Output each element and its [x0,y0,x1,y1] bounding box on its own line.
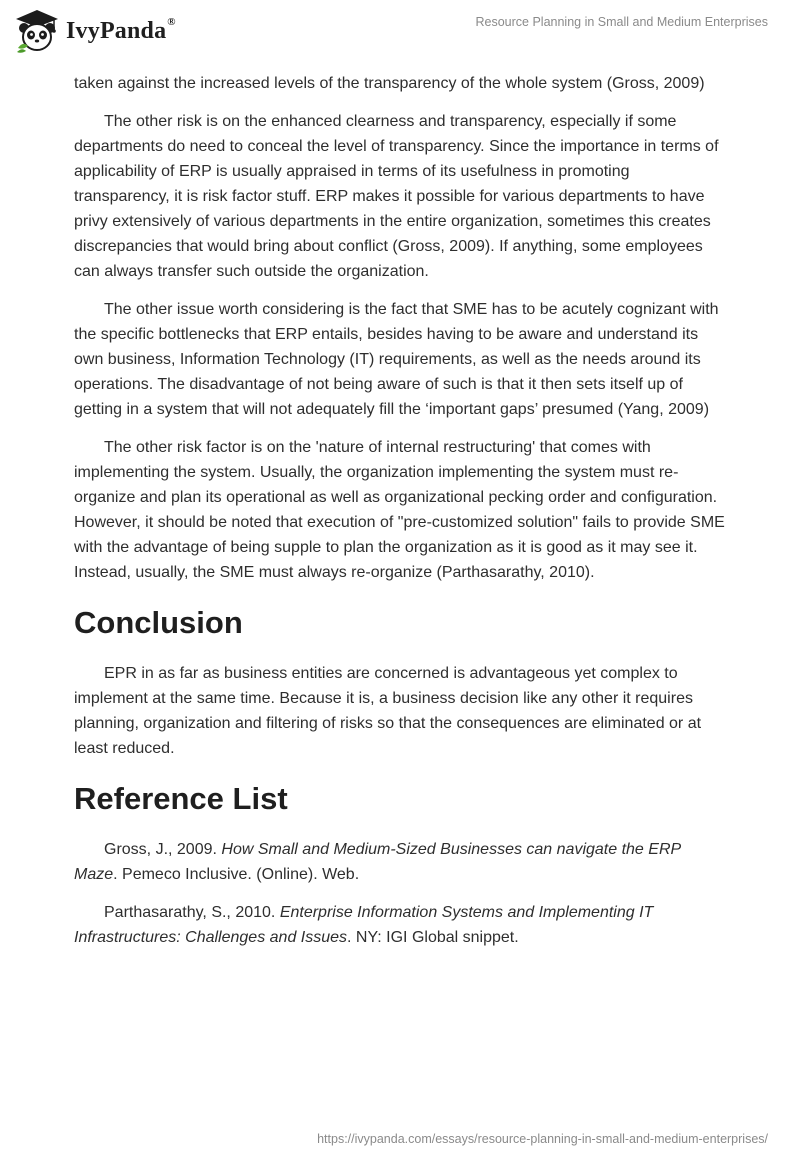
panda-graduate-icon [14,8,60,54]
article-body [74,71,726,963]
document-title: Resource Planning in Small and Medium Enterprises [475,15,768,29]
brand-name: IvyPanda® [66,15,176,44]
paragraph-continued: taken against the increased levels of the transparency of the whole system (Gross, 2009) [74,75,705,92]
paragraph-bottlenecks: The other issue worth considering is the fact that SME has to be acutely cognizant with the specific bottlenecks that ERP entails, besides having to be aware and understand its own business, Information Technology (IT) requirements, as well as the needs around its operations. The disadvantage of not being aware of such is that it then sets itself up of getting in a system that will not adequately fill the ‘important gaps’ presumed (Yang, 2009) [74,301,719,418]
page-header [0,0,800,70]
conclusion-heading: Conclusion [74,605,243,640]
source-url[interactable]: https://ivypanda.com/essays/resource-planning-in-small-and-medium-enterprises/ [317,1132,768,1146]
reference-item: Parthasarathy, S., 2010. Enterprise Information Systems and Implementing IT Infrastructures: Challenges and Issues. NY: IGI Global snippet. [74,904,654,946]
paragraph-transparency-risk: The other risk is on the enhanced clearness and transparency, especially if some departments do need to conceal the level of transparency. Since the importance in terms of applicability of ERP is usually appraised in terms of its usefulness in promoting transparency, it is risk factor stuff. ERP makes it possible for various departments to have privy extensively of various departments in the entire organization, sometimes this creates discrepancies that would bring about conflict (Gross, 2009). If anything, some employees can always transfer such outside the organization. [74,113,719,280]
reference-list-heading: Reference List [74,781,288,816]
ivypanda-logo[interactable] [14,8,176,54]
reference-item: Gross, J., 2009. How Small and Medium-Sized Businesses can navigate the ERP Maze. Pemeco Inclusive. (Online). Web. [74,841,681,883]
paragraph-restructuring: The other risk factor is on the 'nature of internal restructuring' that comes with implementing the system. Usually, the organization implementing the system must re-organize and plan its operational as well as organizational pecking order and configuration. However, it should be noted that execution of "pre-customized solution" fails to provide SME with the advantage of being supple to plan the organization as it is good as it may see it. Instead, usually, the SME must always re-organize (Parthasarathy, 2010). [74,439,725,581]
conclusion-paragraph: EPR in as far as business entities are concerned is advantageous yet complex to implement at the same time. Because it is, a business decision like any other it requires planning, organization and filtering of risks so that the consequences are eliminated or at least reduced. [74,665,702,757]
